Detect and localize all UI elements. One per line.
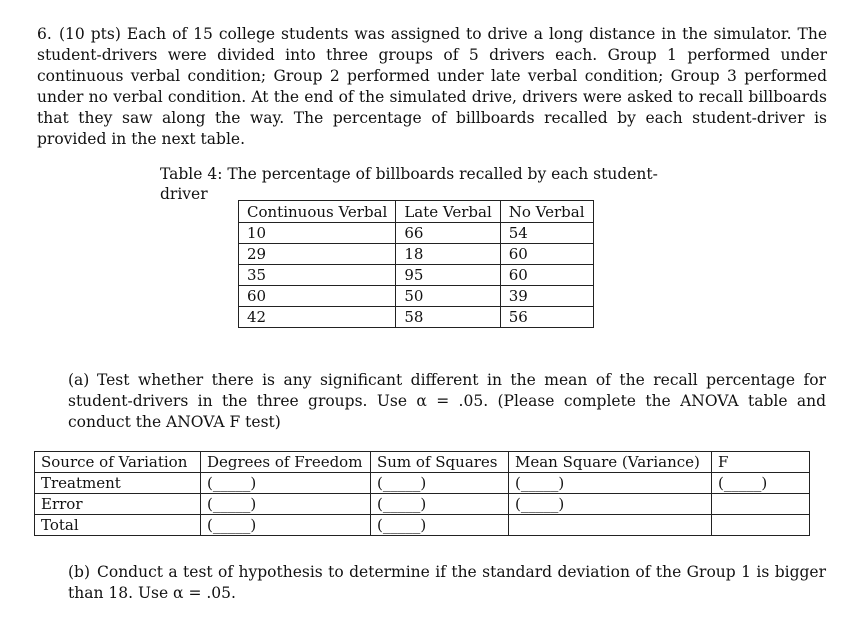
- table-cell: 56: [500, 307, 593, 328]
- table-cell: 60: [500, 244, 593, 265]
- empty-cell: [712, 515, 810, 536]
- table-cell: 18: [396, 244, 500, 265]
- table-cell: 60: [500, 265, 593, 286]
- part-b-label: (b): [68, 563, 91, 581]
- table-row: [239, 307, 594, 328]
- table-row: [239, 244, 594, 265]
- header-source: Source of Variation: [35, 452, 201, 473]
- header-late-verbal: Late Verbal: [396, 201, 500, 223]
- table-cell: 66: [396, 223, 500, 244]
- blank-field[interactable]: (_____): [201, 494, 371, 515]
- table-row: [239, 286, 594, 307]
- row-label: Total: [35, 515, 201, 536]
- problem-statement: [37, 24, 827, 150]
- blank-field[interactable]: (_____): [371, 473, 509, 494]
- problem-number: 6.: [37, 25, 52, 43]
- anova-row-treatment: [35, 473, 810, 494]
- header-no-verbal: No Verbal: [500, 201, 593, 223]
- table-row: [239, 265, 594, 286]
- table-cell: 58: [396, 307, 500, 328]
- header-df: Degrees of Freedom: [201, 452, 371, 473]
- blank-field[interactable]: (_____): [509, 494, 712, 515]
- header-continuous-verbal: Continuous Verbal: [239, 201, 396, 223]
- blank-field[interactable]: (_____): [201, 515, 371, 536]
- blank-field[interactable]: (_____): [371, 494, 509, 515]
- header-ms: Mean Square (Variance): [509, 452, 712, 473]
- table-cell: 10: [239, 223, 396, 244]
- part-b: [68, 562, 826, 604]
- part-a-label: (a): [68, 371, 90, 389]
- table-cell: 95: [396, 265, 500, 286]
- table-cell: 50: [396, 286, 500, 307]
- empty-cell: [712, 494, 810, 515]
- header-ss: Sum of Squares: [371, 452, 509, 473]
- table-row: [239, 223, 594, 244]
- part-a: [68, 370, 826, 433]
- table-caption: Table 4: The percentage of billboards recalled by each student-driver: [160, 165, 658, 203]
- table-cell: 39: [500, 286, 593, 307]
- blank-field[interactable]: (_____): [509, 473, 712, 494]
- blank-field[interactable]: (_____): [712, 473, 810, 494]
- table-cell: 35: [239, 265, 396, 286]
- anova-row-total: [35, 515, 810, 536]
- recall-table: [238, 200, 594, 328]
- row-label: Error: [35, 494, 201, 515]
- header-f: F: [712, 452, 810, 473]
- anova-row-error: [35, 494, 810, 515]
- problem-text: (10 pts) Each of 15 college students was assigned to drive a long distance in the simulator. The student-drivers were divided into three groups of 5 drivers each. Group 1 performed under continuous verbal condition; Group 2 performed under late verbal condition; Group 3 performed under no verbal condition. At the end of the simulated drive, drivers were asked to recall billboards that they saw along the way. The percentage of billboards recalled by each student-driver is provided in the next table.: [37, 25, 827, 148]
- blank-field[interactable]: (_____): [201, 473, 371, 494]
- part-b-text: Conduct a test of hypothesis to determine if the standard deviation of the Group 1 is bigger than 18. Use α = .05.: [68, 563, 826, 602]
- table-cell: 42: [239, 307, 396, 328]
- empty-cell: [509, 515, 712, 536]
- table-cell: 54: [500, 223, 593, 244]
- table-cell: 60: [239, 286, 396, 307]
- part-a-text: Test whether there is any significant different in the mean of the recall percentage for student-drivers in the three groups. Use α = .05. (Please complete the ANOVA table and conduct the ANOVA F test): [68, 371, 826, 431]
- table-header-row: [239, 201, 594, 223]
- anova-header-row: [35, 452, 810, 473]
- row-label: Treatment: [35, 473, 201, 494]
- anova-table: [34, 451, 810, 536]
- table-cell: 29: [239, 244, 396, 265]
- blank-field[interactable]: (_____): [371, 515, 509, 536]
